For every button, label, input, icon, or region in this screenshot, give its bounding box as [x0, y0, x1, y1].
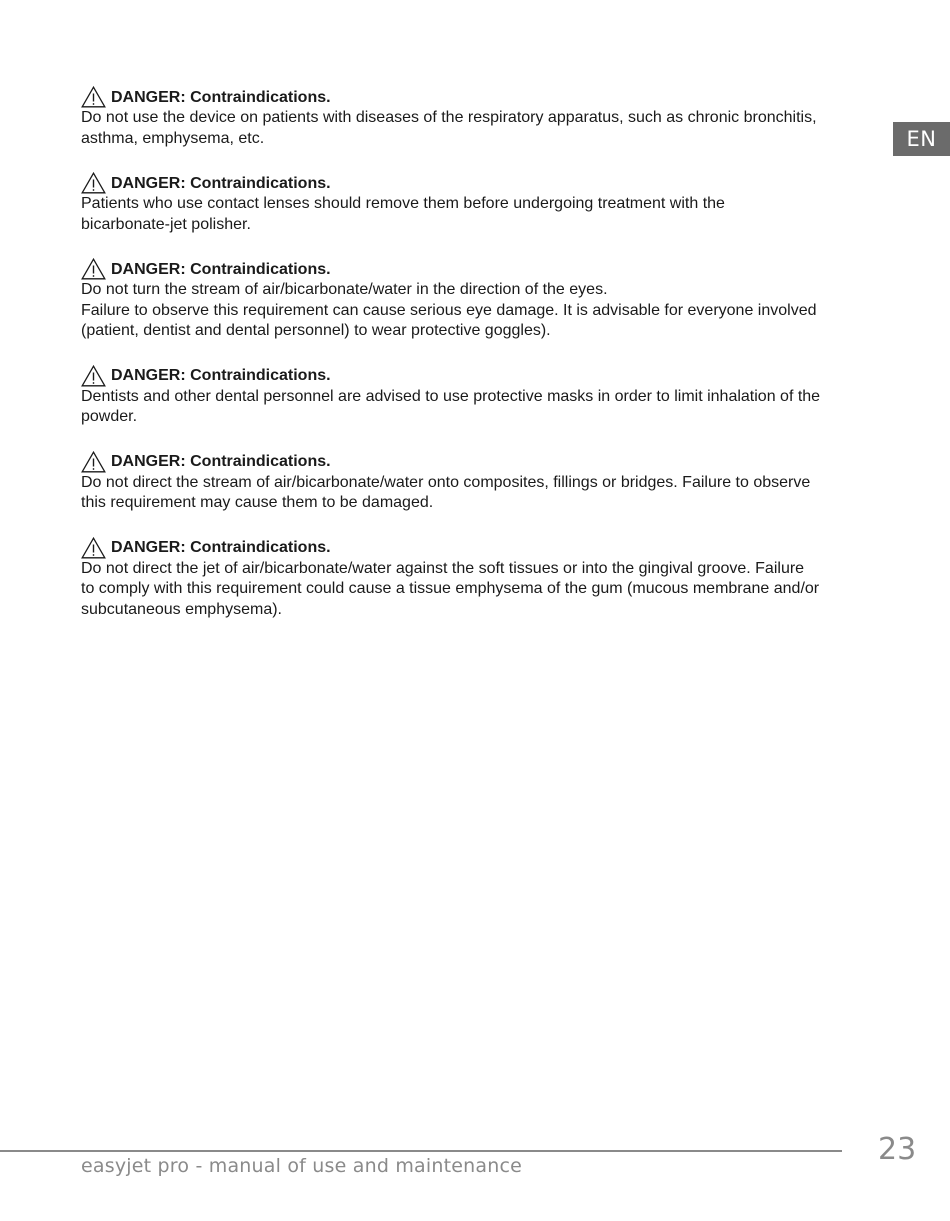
warning-line: Patients who use contact lenses should remove them before undergoing treatment with the — [81, 195, 725, 212]
warning-triangle-icon — [81, 258, 106, 280]
warning-block — [81, 172, 866, 235]
warning-line: Failure to observe this requirement can cause serious eye damage. It is advisable for everyone involved — [81, 301, 817, 319]
warning-text — [81, 559, 866, 621]
warning-heading — [81, 172, 866, 194]
warning-triangle-icon — [81, 365, 106, 387]
warning-triangle-icon — [81, 537, 106, 559]
page-number: 23 — [878, 1132, 917, 1167]
warning-block — [81, 537, 866, 621]
language-tab: EN — [893, 122, 950, 156]
warning-heading — [81, 365, 866, 387]
warning-title: DANGER: Contraindications. — [111, 367, 331, 384]
warning-line: powder. — [81, 408, 138, 425]
warning-line: to comply with this requirement could cause a tissue emphysema of the gum (mucous membrane and/or — [81, 580, 820, 597]
warning-text — [81, 108, 866, 149]
warning-line: bicarbonate-jet polisher. — [81, 215, 251, 233]
warning-title: DANGER: Contraindications. — [111, 174, 331, 192]
warning-line: Do not use the device on patients with diseases of the respiratory apparatus, such as chronic bronchitis, — [81, 109, 817, 126]
warning-title: DANGER: Contraindications. — [111, 453, 331, 470]
warning-triangle-icon — [81, 451, 106, 473]
warning-line: Do not direct the stream of air/bicarbonate/water onto composites, fillings or bridges. Failure to observe — [81, 473, 811, 491]
warning-line: (patient, dentist and dental personnel) to wear protective goggles). — [81, 322, 551, 339]
warning-heading — [81, 86, 866, 108]
warning-title: DANGER: Contraindications. — [111, 260, 331, 278]
warning-triangle-icon — [81, 172, 106, 194]
warning-block — [81, 451, 866, 514]
warning-block — [81, 86, 866, 149]
warning-triangle-icon — [81, 86, 106, 108]
warning-line: Do not direct the jet of air/bicarbonate/water against the soft tissues or into the gingival groove. Failure — [81, 559, 805, 577]
warning-line: Dentists and other dental personnel are advised to use protective masks in order to limit inhalation of the — [81, 387, 821, 405]
warning-heading — [81, 451, 866, 473]
warning-block — [81, 258, 866, 342]
warning-block — [81, 365, 866, 428]
warning-text — [81, 194, 866, 235]
warning-text — [81, 473, 866, 514]
warning-text — [81, 387, 866, 428]
warning-text — [81, 280, 866, 342]
warning-line: subcutaneous emphysema). — [81, 600, 282, 618]
warning-line: asthma, emphysema, etc. — [81, 129, 265, 147]
footer-title: easyjet pro - manual of use and maintenance — [81, 1155, 523, 1177]
footer-divider — [0, 1150, 842, 1152]
warning-title: DANGER: Contraindications. — [111, 88, 331, 106]
warnings-list — [81, 86, 866, 643]
warning-heading — [81, 537, 866, 559]
warning-heading — [81, 258, 866, 280]
warning-line: Do not turn the stream of air/bicarbonate/water in the direction of the eyes. — [81, 281, 608, 298]
warning-title: DANGER: Contraindications. — [111, 539, 331, 556]
warning-line: this requirement may cause them to be damaged. — [81, 494, 434, 511]
